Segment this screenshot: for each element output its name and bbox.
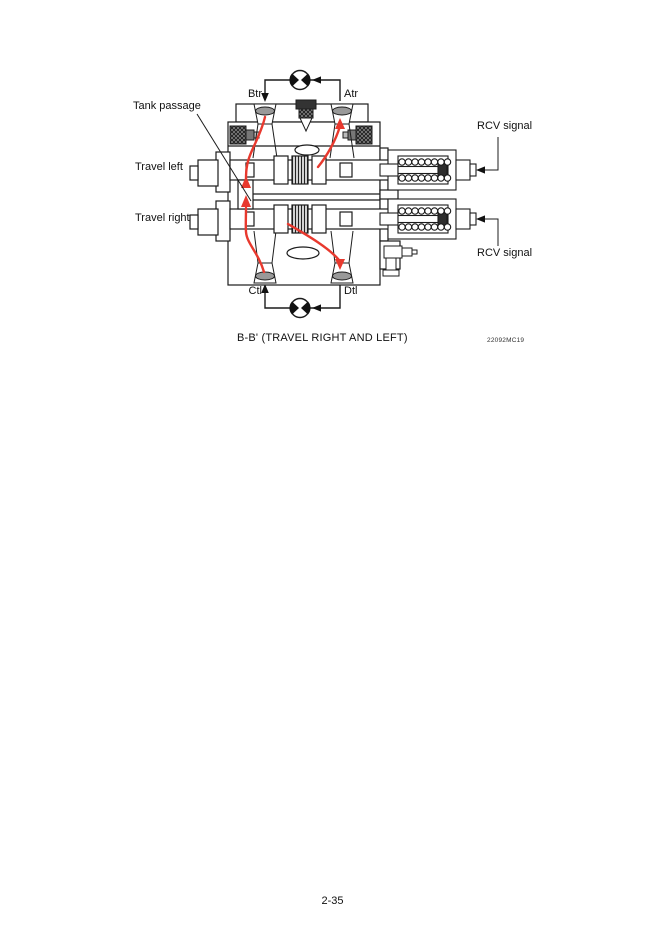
rcv-top-leader <box>478 137 498 170</box>
label-port-atr: Atr <box>344 88 359 100</box>
flow-arrow-btr-down <box>261 93 269 102</box>
rcv-bottom-leader <box>478 219 498 246</box>
left-cap-nub-bottom <box>190 215 198 229</box>
spring-chamber-top <box>380 150 476 190</box>
port-btr-seat <box>256 107 275 115</box>
side-plug-right <box>356 126 372 144</box>
spring-chamber-bottom <box>380 199 476 239</box>
port-atr-seat <box>333 107 352 115</box>
figure-caption: B-B' (TRAVEL RIGHT AND LEFT) <box>237 332 408 344</box>
label-port-btr: Btr <box>247 88 262 100</box>
port-ctl-seat <box>256 272 275 280</box>
circuit-bottom <box>261 284 340 318</box>
circuit-top <box>261 71 340 103</box>
side-plug-left <box>230 126 246 144</box>
center-plug-cap <box>296 100 316 109</box>
spool-travel-right <box>230 205 398 233</box>
label-rcv-signal-bottom: RCV signal <box>477 247 533 259</box>
label-port-ctl: Ctl <box>248 285 262 297</box>
left-cap-bottom <box>198 209 218 235</box>
flow-arrow-into-motor-bottom <box>312 304 321 311</box>
figure-code: 22092MC19 <box>487 337 525 344</box>
label-travel-right: Travel right <box>135 212 190 224</box>
left-cap-nub-top <box>190 166 198 180</box>
spool-travel-left <box>230 156 398 184</box>
label-travel-left: Travel left <box>135 161 183 173</box>
label-rcv-signal-top: RCV signal <box>477 120 533 132</box>
rcv-bottom-arrow <box>476 215 485 222</box>
left-cap-top <box>198 160 218 186</box>
page-number: 2-35 <box>321 895 344 907</box>
label-port-dtl: Dtl <box>344 285 358 297</box>
port-dtl-seat <box>333 272 352 280</box>
flow-arrow-into-motor-top <box>312 76 321 83</box>
label-tank-passage: Tank passage <box>133 100 201 112</box>
rcv-top-arrow <box>476 166 485 173</box>
